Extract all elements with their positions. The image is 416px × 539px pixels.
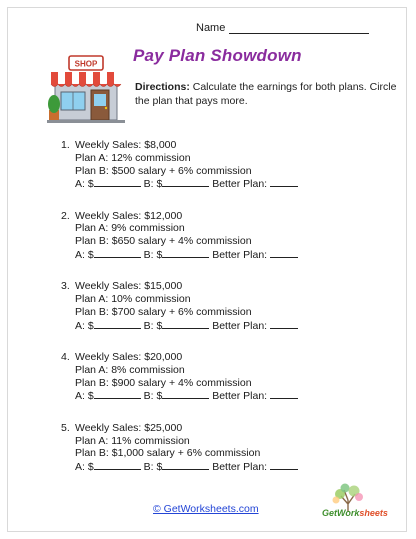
b-label: B: $ [143,249,163,262]
better-plan-blank[interactable] [270,460,298,470]
better-plan-blank[interactable] [270,248,298,258]
problem-number: 2. [61,209,70,222]
problem-number: 4. [61,351,70,364]
better-plan-blank[interactable] [270,389,298,399]
a-label: A: $ [75,249,94,262]
problem-item [61,422,381,474]
problem-number: 3. [61,280,70,293]
a-answer-blank[interactable] [94,319,141,329]
name-blank[interactable] [229,23,369,34]
answer-row [61,177,381,191]
a-answer-blank[interactable] [94,248,141,258]
a-label: A: $ [75,390,94,403]
name-label: Name [196,22,226,34]
weekly-sales: Weekly Sales: $8,000 [75,139,177,151]
logo-text [322,508,388,518]
logo-text-get-work: GetWork [322,508,360,518]
plan-a: Plan A: 12% commission [75,151,191,164]
problem-item [61,280,381,332]
tree-logo-icon [314,482,394,528]
problem-number: 1. [61,139,70,151]
worksheet-title: Pay Plan Showdown [133,46,302,65]
better-plan-label: Better Plan: [212,461,268,474]
b-label: B: $ [143,319,163,332]
answer-row [61,389,381,403]
plan-a: Plan A: 11% commission [75,434,190,447]
answer-row [61,460,381,474]
plan-b: Plan B: $900 salary + 4% commission [75,376,252,389]
b-answer-blank[interactable] [162,177,209,187]
a-answer-blank[interactable] [94,177,141,187]
better-plan-label: Better Plan: [212,249,268,262]
plan-b: Plan B: $500 salary + 6% commission [75,164,252,177]
better-plan-label: Better Plan: [212,178,268,191]
a-label: A: $ [75,178,94,191]
better-plan-blank[interactable] [270,177,298,187]
b-answer-blank[interactable] [162,248,209,258]
b-answer-blank[interactable] [162,319,209,329]
problem-item [61,139,381,191]
name-field[interactable] [196,22,369,34]
b-answer-blank[interactable] [162,389,209,399]
plan-a: Plan A: 10% commission [75,293,191,306]
b-answer-blank[interactable] [162,460,209,470]
weekly-sales: Weekly Sales: $20,000 [75,351,183,364]
better-plan-blank[interactable] [270,319,298,329]
plan-b: Plan B: $1,000 salary + 6% commission [75,447,261,460]
plan-b: Plan B: $700 salary + 6% commission [75,305,252,318]
weekly-sales: Weekly Sales: $15,000 [75,280,183,293]
a-label: A: $ [75,319,94,332]
getworksheets-link[interactable]: © GetWorksheets.com [153,503,259,515]
shop-sign-text: SHOP [74,59,98,69]
plan-a: Plan A: 8% commission [75,363,185,376]
problem-item [61,210,381,262]
weekly-sales: Weekly Sales: $25,000 [75,421,183,434]
better-plan-label: Better Plan: [212,319,268,332]
problem-list [61,139,381,492]
logo-text-sheets: sheets [359,508,388,518]
directions-label: Directions: [135,81,190,93]
problem-item [61,351,381,403]
answer-row [61,248,381,262]
directions [135,80,400,108]
better-plan-label: Better Plan: [212,390,268,403]
problem-number: 5. [61,421,70,434]
a-answer-blank[interactable] [94,389,141,399]
shop-icon [47,52,125,124]
directions-text: Calculate the earnings for both plans. Circle the plan that pays more. [135,81,397,107]
a-label: A: $ [75,461,94,474]
plan-a: Plan A: 9% commission [75,222,185,235]
plan-b: Plan B: $650 salary + 4% commission [75,235,252,248]
weekly-sales: Weekly Sales: $12,000 [75,209,183,222]
b-label: B: $ [143,390,163,403]
a-answer-blank[interactable] [94,460,141,470]
b-label: B: $ [143,178,163,191]
answer-row [61,319,381,333]
b-label: B: $ [143,461,163,474]
